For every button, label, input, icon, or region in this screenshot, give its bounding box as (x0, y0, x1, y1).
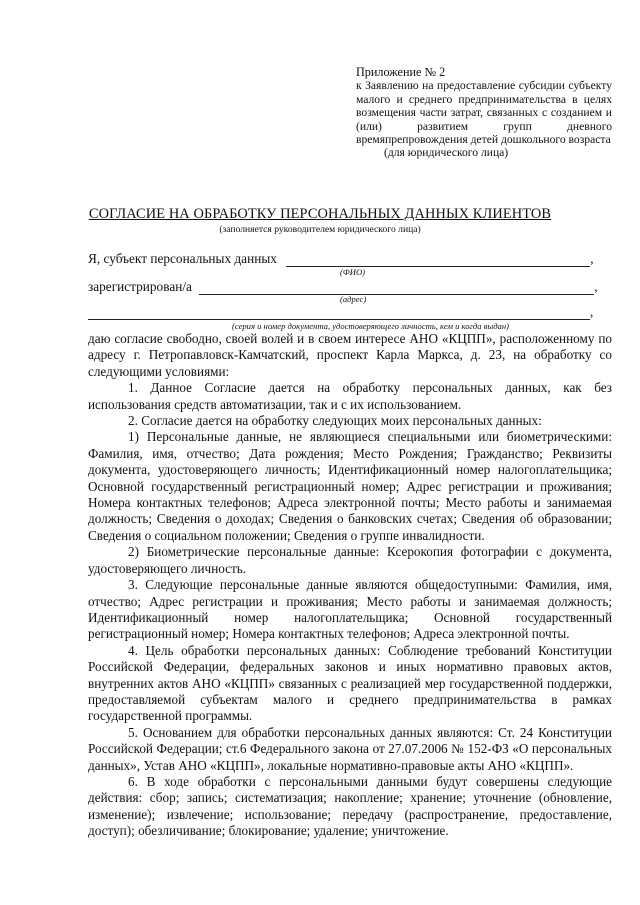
registered-label: зарегистрирован/а (88, 279, 192, 294)
address-field-line[interactable] (199, 280, 594, 295)
clause-4: 4. Цель обработки персональных данных: Соблюдение требований Конституции Российской Федерации, федеральных законов и иных нормативно правовых актов, внутренних актов АНО «КЦПП» связанных с реализацией мер государственной поддержки, предоставляемой субъектам малого и среднего предпринимательства в рамках государственной программы. (88, 642, 612, 724)
subject-label: Я, субъект персональных данных (88, 251, 277, 266)
document-hint: (серия и номер документа, удостоверяющего личность, кем и когда выдан) (232, 321, 509, 331)
consent-body (88, 331, 612, 840)
registered-row: зарегистрирован/а , (88, 279, 598, 294)
document-row: , (88, 304, 600, 320)
clause-2-item-1: 1) Персональные данные, не являющиеся специальными или биометрическими: Фамилия, имя, отчество; Дата рождения; Место Рождения; Гражданство; Реквизиты документа, удостоверяющего личность; Идентификационный номер налогоплательщика; Основной государственный регистрационный номер; Адрес регистрации и проживания; Номера контактных телефонов; Адреса электронной почты; Место работы и занимаемая должность; Сведения о доходах; Сведения о банковских счетах; Сведения об образовании; Сведения о социальном положении; Сведения о группе инвалидности. (88, 429, 612, 543)
document-subtitle: (заполняется руководителем юридического лица) (219, 224, 421, 235)
clause-2: 2. Согласие дается на обработку следующих моих персональных данных: (128, 413, 542, 429)
fio-hint: (ФИО) (340, 267, 366, 277)
clause-2-item-2: 2) Биометрические персональные данные: Ксерокопия фотографии с документа, удостоверяющего личность. (88, 544, 612, 576)
intro-paragraph: даю согласие свободно, своей волей и в своем интересе АНО «КЦПП», расположенному по адресу г. Петропавловск-Камчатский, проспект Карла Маркса, д. 23, на обработку со следующими условиями: (88, 331, 612, 379)
appendix-description: к Заявлению на предоставление субсидии субъекту малого и среднего предпринимательства в целях возмещения части затрат, связанных с созданием и (или) развитием групп дневного времяпрепровождения детей дошкольного возраста (356, 79, 612, 147)
appendix-title: Приложение № 2 (356, 65, 446, 79)
document-title: СОГЛАСИЕ НА ОБРАБОТКУ ПЕРСОНАЛЬНЫХ ДАННЫХ КЛИЕНТОВ (88, 206, 552, 222)
clause-5: 5. Основанием для обработки персональных данных являются: Ст. 24 Конституции Российской Федерации; ст.6 Федерального закона от 27.07.2006 № 152-ФЗ «О персональных данных», Устав АНО «КЦПП», локальные нормативно-правовые акты АНО «КЦПП». (88, 724, 612, 773)
clause-3: 3. Следующие персональные данные являются общедоступными: Фамилия, имя, отчество; Адрес регистрации и проживания; Место работы и занимаемая должность; Идентификационный номер налогоплательщика; Основной государственный регистрационный номер; Номера контактных телефонов; Адреса электронной почты. (88, 577, 612, 642)
clause-6: 6. В ходе обработки с персональными данными будут совершены следующие действия: сбор; запись; систематизация; накопление; хранение; уточнение (обновление, изменение); извлечение; использование; передачу (распространение, предоставление, доступ); обезличивание; блокирование; удаление; уничтожение. (88, 773, 612, 839)
subject-name-row: Я, субъект персональных данных , (88, 251, 594, 266)
appendix-block (356, 66, 612, 160)
fio-field-line[interactable] (286, 252, 590, 267)
document-field-line[interactable] (88, 305, 590, 320)
clause-1: 1. Данное Согласие дается на обработку персональных данных, как без использования средств автоматизации, так и с их использованием. (88, 380, 612, 412)
address-hint: (адрес) (340, 294, 367, 304)
appendix-note: (для юридического лица) (384, 146, 509, 160)
